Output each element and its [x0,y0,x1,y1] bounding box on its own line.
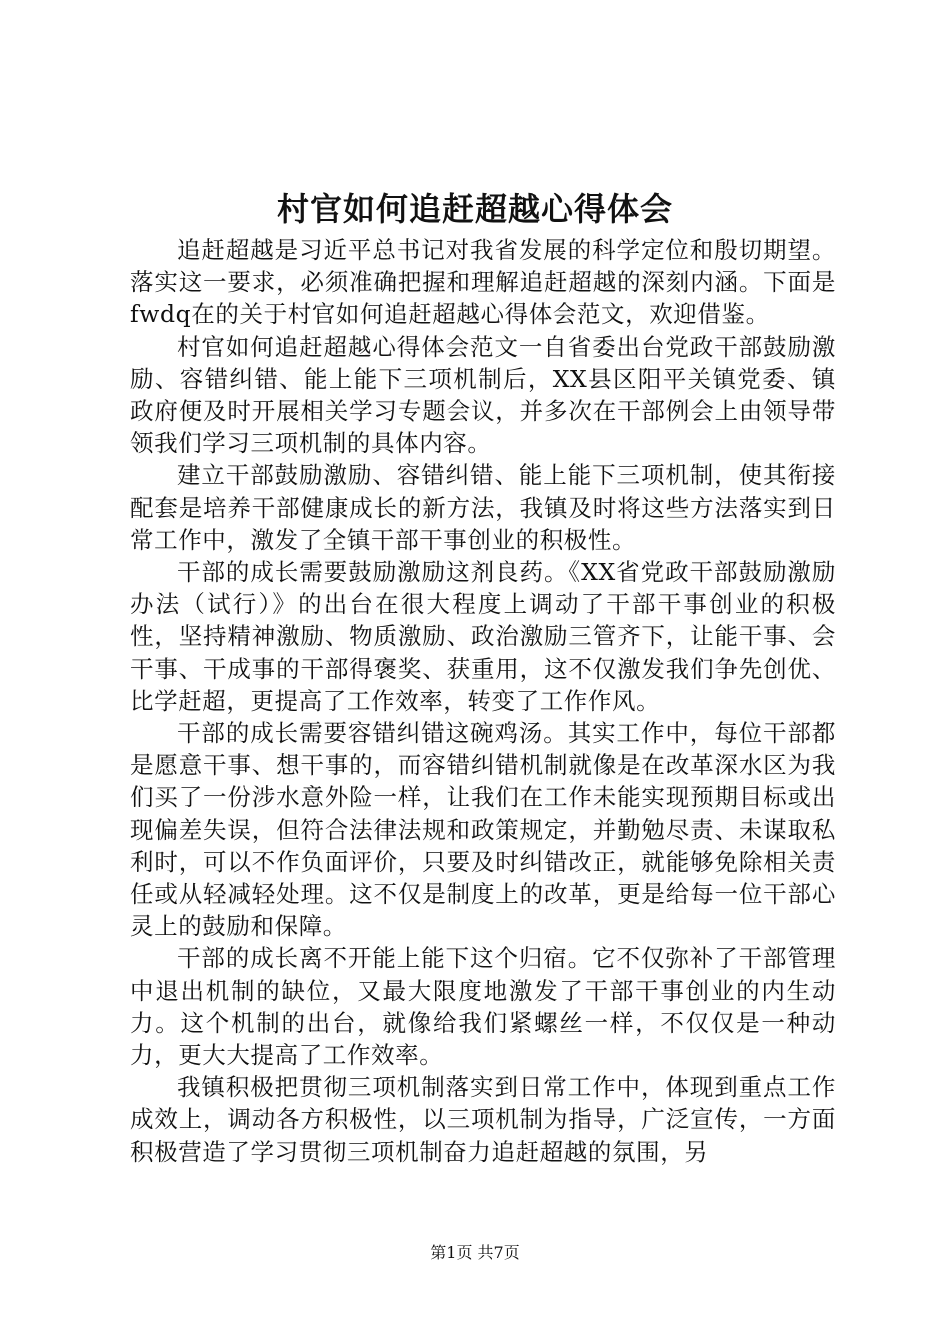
paragraph: 干部的成长需要容错纠错这碗鸡汤。其实工作中，每位干部都是愿意干事、想干事的，而容错纠错机制就像是在改革深水区为我们买了一份涉水意外险一样，让我们在工作未能实现预期目标或出现偏差失误，但符合法律法规和政策规定，并勤勉尽责、未谋取私利时，可以不作负面评价，只要及时纠错改正，就能够免除相关责任或从轻减轻处理。这不仅是制度上的改革，更是给每一位干部心灵上的鼓励和保障。 [130,719,836,941]
page-number-footer: 第1页 共7页 [430,1243,520,1262]
paragraph: 村官如何追赶超越心得体会范文一自省委出台党政干部鼓励激励、容错纠错、能上能下三项机制后，XX县区阳平关镇党委、镇政府便及时开展相关学习专题会议，并多次在干部例会上由领导带领我们学习三项机制的具体内容。 [130,332,836,458]
paragraph: 建立干部鼓励激励、容错纠错、能上能下三项机制，使其衔接配套是培养干部健康成长的新方法，我镇及时将这些方法落实到日常工作中，激发了全镇干部干事创业的积极性。 [130,461,836,554]
paragraph: 我镇积极把贯彻三项机制落实到日常工作中，体现到重点工作成效上，调动各方积极性，以三项机制为指导，广泛宣传，一方面积极营造了学习贯彻三项机制奋力追赶超越的氛围，另 [130,1073,836,1166]
paragraph: 干部的成长离不开能上能下这个归宿。它不仅弥补了干部管理中退出机制的缺位，又最大限度地激发了干部干事创业的内生动力。这个机制的出台，就像给我们紧螺丝一样，不仅仅是一种动力，更大大提高了工作效率。 [130,944,836,1070]
document-body [130,234,836,1168]
document-title: 村官如何追赶超越心得体会 [276,190,673,228]
paragraph: 追赶超越是习近平总书记对我省发展的科学定位和殷切期望。落实这一要求，必须准确把握和理解追赶超越的深刻内涵。下面是fwdq在的关于村官如何追赶超越心得体会范文，欢迎借鉴。 [130,236,836,329]
paragraph: 干部的成长需要鼓励激励这剂良药。《XX省党政干部鼓励激励办法（试行）》的出台在很大程度上调动了干部干事创业的积极性，坚持精神激励、物质激励、政治激励三管齐下，让能干事、会干事、干成事的干部得褒奖、获重用，这不仅激发我们争先创优、比学赶超，更提高了工作效率，转变了工作作风。 [130,558,836,715]
